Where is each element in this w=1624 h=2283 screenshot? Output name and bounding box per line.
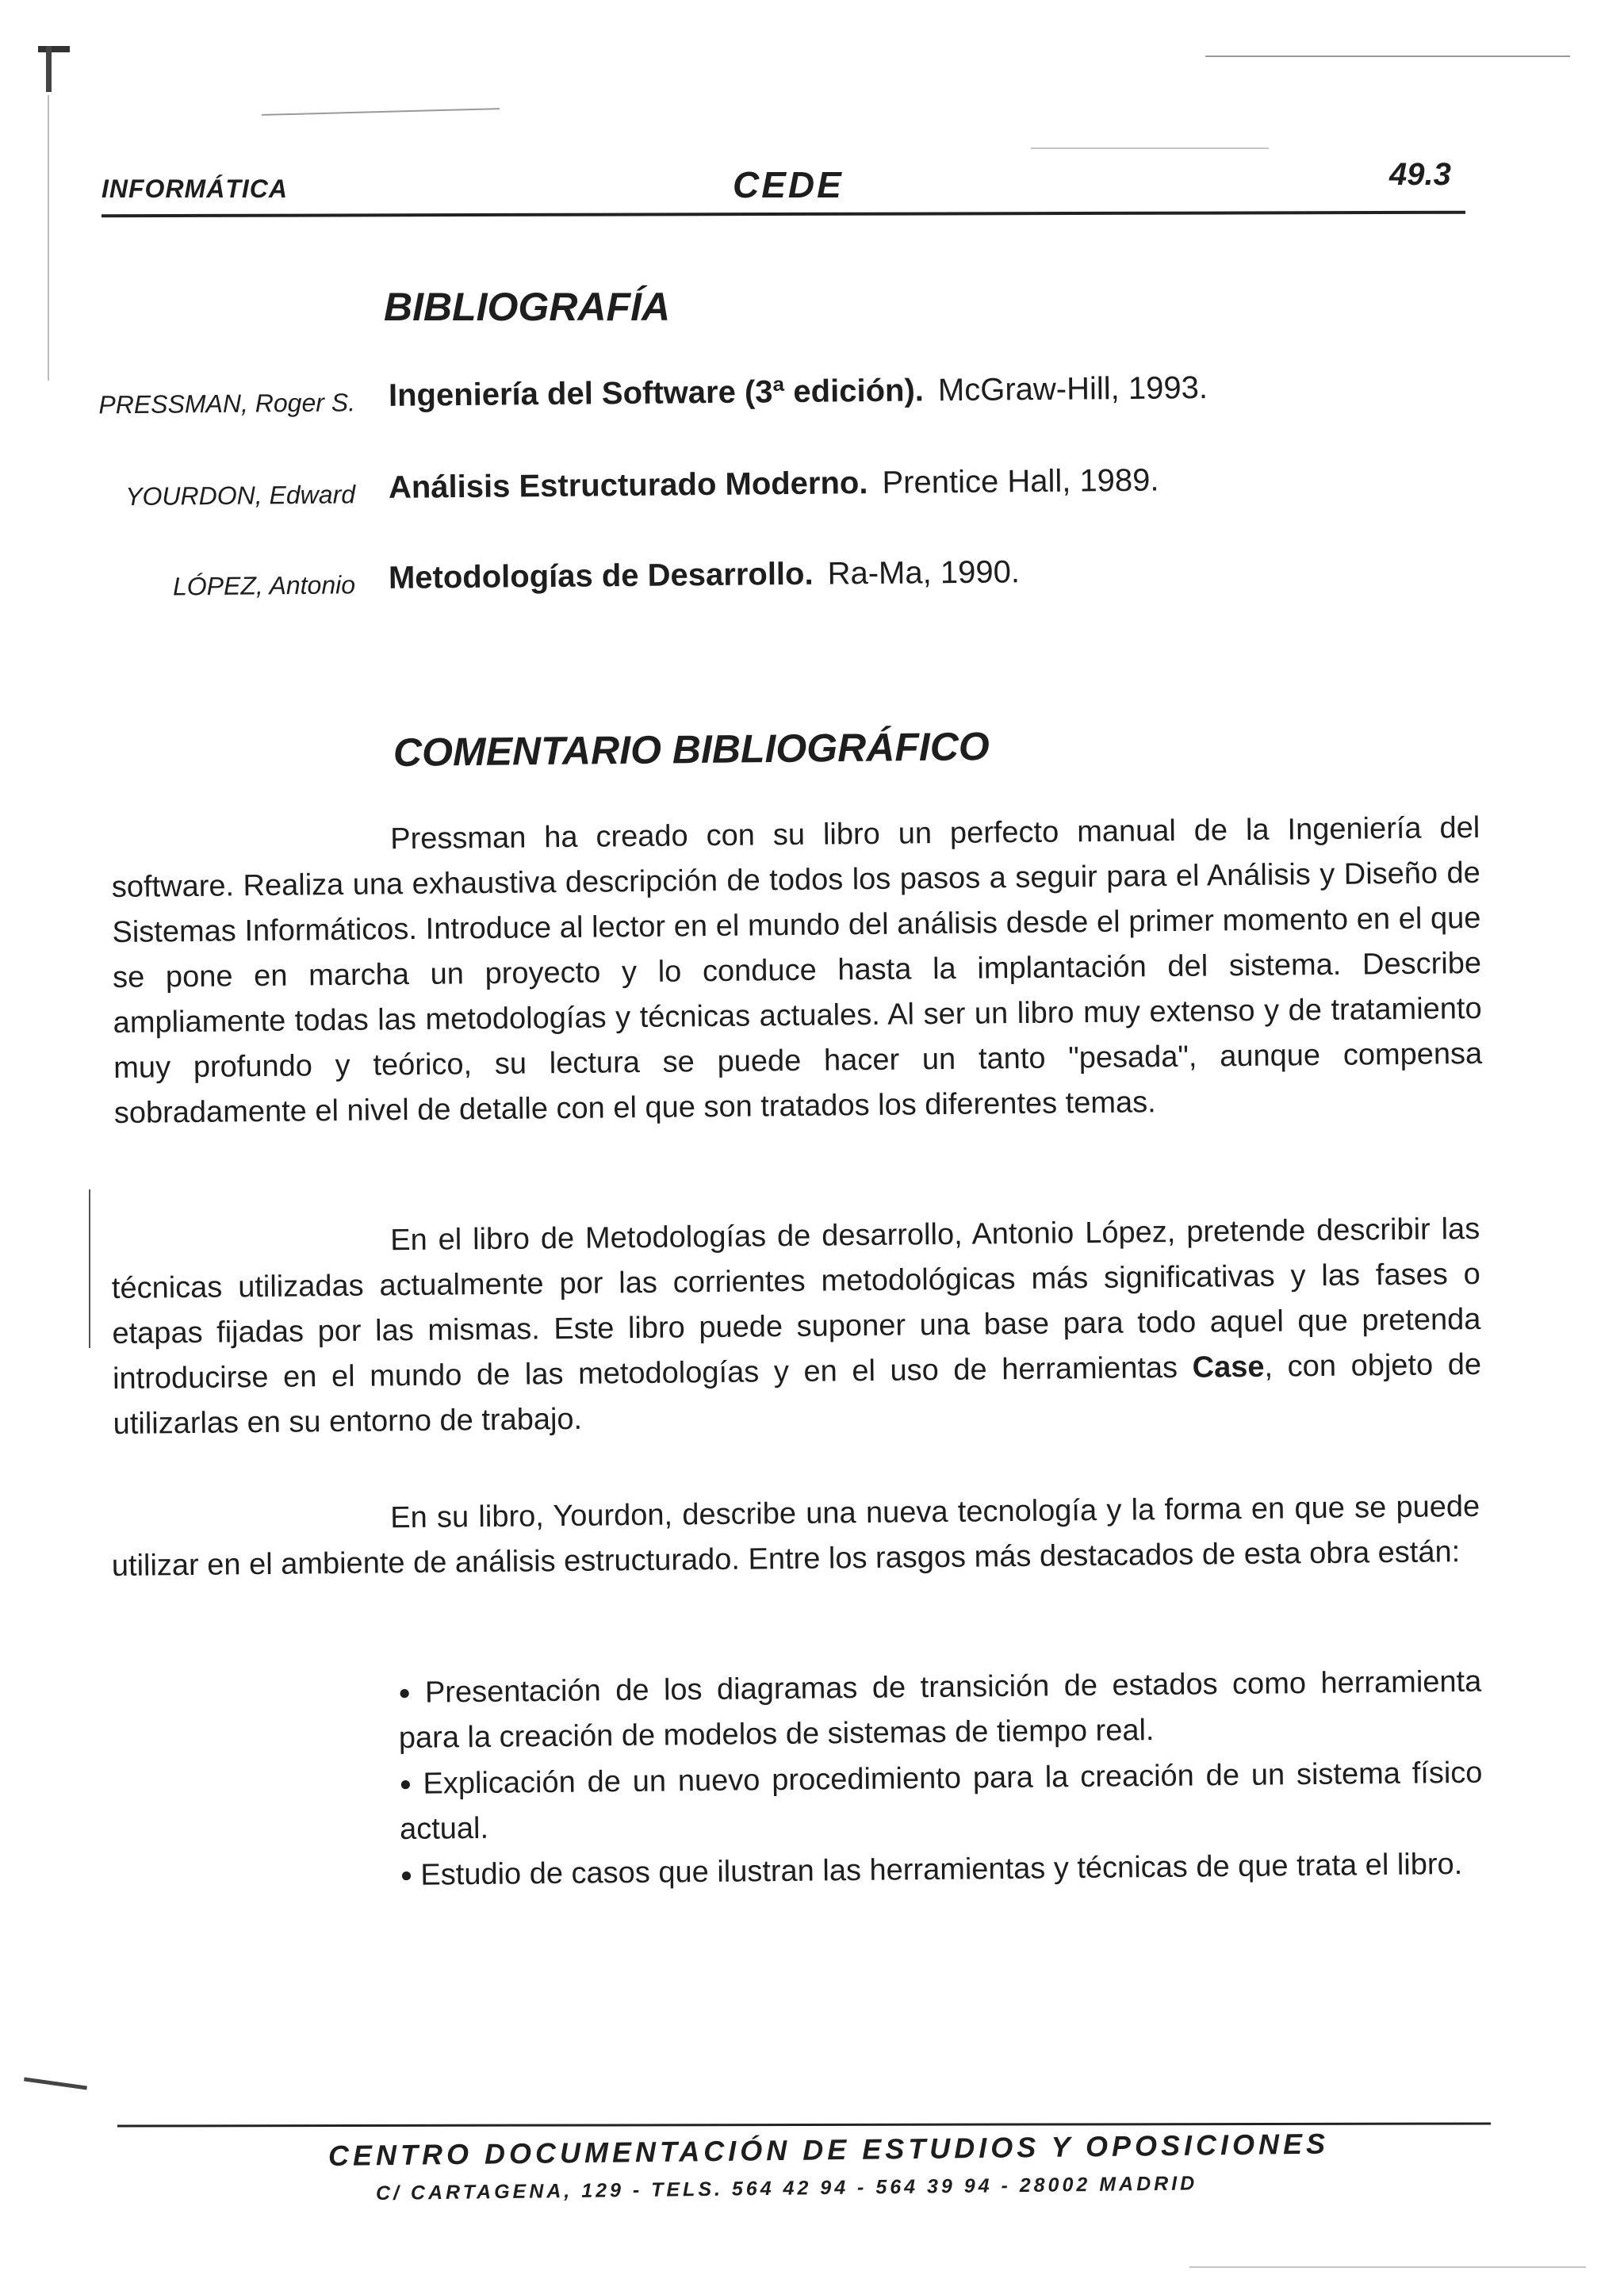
- list-item-text: Explicación de un nuevo procedimiento para la creación de un sistema físico actual.: [399, 1756, 1483, 1846]
- entry-title: Metodologías de Desarrollo.: [388, 556, 814, 596]
- scan-noise-line: [1031, 147, 1269, 149]
- bullet-icon: ●: [399, 1771, 416, 1795]
- paragraph-text: , con objeto de utilizarlas en su entorno de trabajo.: [113, 1347, 1482, 1441]
- scan-edge-mark: [48, 95, 49, 381]
- scan-noise-line: [262, 108, 500, 116]
- entry-title: Análisis Estructurado Moderno.: [388, 465, 868, 505]
- bullet-icon: ●: [398, 1680, 418, 1704]
- scan-noise-line: [1205, 56, 1570, 57]
- header-rule: [102, 211, 1465, 218]
- entry-author: LÓPEZ, Antonio: [172, 570, 356, 601]
- footer-organization: CENTRO DOCUMENTACIÓN DE ESTUDIOS Y OPOSICIONES: [327, 2127, 1330, 2172]
- paragraph-emphasis: Case: [1192, 1350, 1265, 1385]
- header-publisher-logo: CEDE: [733, 164, 844, 205]
- scan-noise-line: [1189, 2266, 1586, 2268]
- entry-author: YOURDON, Edward: [125, 480, 356, 511]
- footer-rule: [117, 2122, 1491, 2127]
- list-item-text: Presentación de los diagramas de transición de estados como herramienta para la creación de modelos de sistemas de tiempo real.: [398, 1664, 1482, 1755]
- scan-corner-mark: [38, 46, 73, 94]
- paragraph-text: En el libro de Metodologías de desarrollo, Antonio López, pretende describir las técnicas utilizadas actualmente por las corrientes metodológicas más significativas y las fases o etapas fijadas por las mismas. Este libro puede suponer una base para todo aquel que pretenda introducirse en el mundo de las metodologías y en el uso de herramientas: [111, 1212, 1481, 1396]
- entry-publisher: Ra-Ma, 1990.: [827, 554, 1021, 592]
- list-item: [398, 1659, 1482, 1761]
- entry-work: [389, 463, 1159, 506]
- feature-list: [398, 1659, 1484, 1898]
- bibliography-entry: [0, 547, 1624, 611]
- entry-work: [389, 554, 1020, 596]
- entry-publisher: Prentice Hall, 1989.: [882, 462, 1159, 500]
- scan-edge-mark: [89, 1189, 90, 1348]
- entry-publisher: McGraw-Hill, 1993.: [937, 370, 1208, 408]
- commentary-heading: COMENTARIO BIBLIOGRÁFICO: [393, 724, 990, 775]
- bullet-icon: ●: [400, 1862, 413, 1887]
- commentary-paragraph-yourdon: [111, 1484, 1480, 1589]
- footer-address: C/ CARTAGENA, 129 - TELS. 564 42 94 - 564 39 94 - 28002 MADRID: [375, 2172, 1198, 2204]
- bibliography-entry: [0, 365, 1624, 428]
- entry-work: [389, 370, 1208, 414]
- commentary-paragraph-pressman: [111, 806, 1483, 1136]
- scan-noise-line: [24, 2077, 87, 2090]
- page-number: 49.3: [1389, 157, 1451, 192]
- paragraph-text: Pressman ha creado con su libro un perfecto manual de la Ingeniería del software. Realiza una exhaustiva descripción de todos los pasos a seguir para el Análisis y Diseño de Sistemas Informáticos. Introduce al lector en el mundo del análisis desde el primer momento en el que se pone en marcha un proyecto y lo conduce hasta la implantación del sistema. Describe ampliamente todas las metodologías y técnicas actuales. Al ser un libro muy extenso y de tratamiento muy profundo y teórico, su lectura se puede hacer un tanto "pesada", aunque compensa sobradamente el nivel de detalle con el que son tratados los diferentes temas.: [111, 810, 1483, 1130]
- bibliography-heading: BIBLIOGRAFÍA: [384, 285, 671, 329]
- entry-title: Ingeniería del Software (3ª edición).: [388, 373, 925, 413]
- paragraph-text: En su libro, Yourdon, describe una nueva tecnología y la forma en que se puede utilizar en el ambiente de análisis estructurado. Entre los rasgos más destacados de esta obra están:: [111, 1489, 1480, 1583]
- bibliography-entry: [0, 457, 1624, 520]
- list-item: [399, 1750, 1483, 1852]
- commentary-paragraph-lopez: [111, 1207, 1482, 1447]
- list-item-text: Estudio de casos que ilustran las herramientas y técnicas de que trata el libro.: [420, 1847, 1463, 1892]
- header-section-label: INFORMÁTICA: [102, 174, 288, 203]
- entry-author: PRESSMAN, Roger S.: [98, 388, 356, 419]
